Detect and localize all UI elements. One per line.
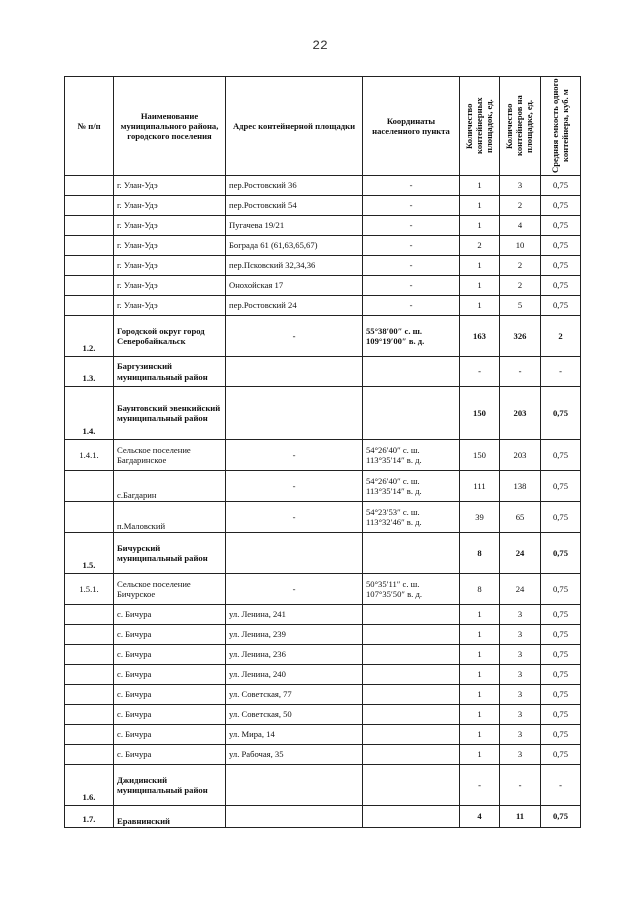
row-sites: 150 (460, 440, 500, 471)
row-num (65, 176, 114, 196)
row-name: с. Бичура (114, 745, 226, 765)
row-containers: 65 (500, 502, 541, 533)
row-address (226, 357, 363, 387)
row-containers: 5 (500, 296, 541, 316)
row-name: с. Бичура (114, 645, 226, 665)
row-capacity: 0,75 (541, 533, 581, 574)
row-sites: 39 (460, 502, 500, 533)
header-capacity: Средняя емкость одного контейнера, куб. м (549, 78, 570, 174)
row-capacity: 0,75 (541, 502, 581, 533)
row-capacity: 0,75 (541, 665, 581, 685)
table-row (65, 440, 581, 471)
table-row (65, 502, 581, 533)
row-num (65, 502, 114, 533)
table-row (65, 765, 581, 806)
header-containers-cell (500, 77, 541, 176)
row-containers: - (500, 357, 541, 387)
row-sites: 1 (460, 216, 500, 236)
row-address: ул. Ленина, 241 (226, 605, 363, 625)
row-sites: 1 (460, 685, 500, 705)
row-sites: 1 (460, 605, 500, 625)
row-containers: 10 (500, 236, 541, 256)
row-address: пер.Ростовский 54 (226, 196, 363, 216)
row-sites: 1 (460, 745, 500, 765)
row-address: Онохойская 17 (226, 276, 363, 296)
row-containers: 24 (500, 574, 541, 605)
row-name: Бичурский муниципальный район (114, 533, 226, 574)
row-containers: 3 (500, 745, 541, 765)
row-address: - (226, 471, 363, 502)
row-num: 1.5. (65, 533, 114, 574)
row-name: п.Маловский (114, 502, 226, 533)
table-row (65, 316, 581, 357)
row-coords: 55°38′00″ с. ш. 109°19′00″ в. д. (363, 316, 460, 357)
row-capacity: 2 (541, 316, 581, 357)
row-address: - (226, 440, 363, 471)
row-sites: 4 (460, 806, 500, 828)
row-capacity: 0,75 (541, 276, 581, 296)
row-sites: 1 (460, 665, 500, 685)
row-name: с. Бичура (114, 605, 226, 625)
row-num (65, 605, 114, 625)
row-capacity: 0,75 (541, 806, 581, 828)
row-sites: 8 (460, 574, 500, 605)
table-row (65, 296, 581, 316)
row-capacity: 0,75 (541, 705, 581, 725)
table-row (65, 745, 581, 765)
row-coords (363, 387, 460, 440)
row-sites: 1 (460, 176, 500, 196)
row-sites: 1 (460, 645, 500, 665)
row-capacity: 0,75 (541, 440, 581, 471)
row-name: Сельское поселение Багдаринское (114, 440, 226, 471)
table-row (65, 725, 581, 745)
row-containers: 138 (500, 471, 541, 502)
row-sites: 1 (460, 296, 500, 316)
row-num (65, 725, 114, 745)
row-sites: 1 (460, 196, 500, 216)
row-num: 1.3. (65, 357, 114, 387)
row-coords (363, 665, 460, 685)
row-address: ул. Ленина, 236 (226, 645, 363, 665)
row-sites: 1 (460, 276, 500, 296)
row-num (65, 276, 114, 296)
row-num: 1.6. (65, 765, 114, 806)
row-coords: - (363, 216, 460, 236)
row-coords: 50°35′11″ с. ш. 107°35′50″ в. д. (363, 574, 460, 605)
row-address: Пугачева 19/21 (226, 216, 363, 236)
row-num (65, 256, 114, 276)
row-capacity: 0,75 (541, 574, 581, 605)
row-sites: 1 (460, 625, 500, 645)
row-coords (363, 765, 460, 806)
row-name: Джидинский муниципальный район (114, 765, 226, 806)
row-containers: 3 (500, 665, 541, 685)
header-sites: Количество контейнерных площадок, ед. (463, 97, 494, 155)
row-sites: 1 (460, 705, 500, 725)
row-containers: 203 (500, 387, 541, 440)
table-row (65, 256, 581, 276)
row-address: - (226, 316, 363, 357)
row-num (65, 471, 114, 502)
row-name: г. Улан-Удэ (114, 216, 226, 236)
row-capacity: 0,75 (541, 471, 581, 502)
row-containers: 11 (500, 806, 541, 828)
row-num (65, 645, 114, 665)
row-name: г. Улан-Удэ (114, 296, 226, 316)
row-address (226, 806, 363, 828)
row-address (226, 533, 363, 574)
row-containers: 3 (500, 605, 541, 625)
row-coords (363, 745, 460, 765)
row-coords (363, 625, 460, 645)
row-address: пер.Ростовский 24 (226, 296, 363, 316)
row-name: г. Улан-Удэ (114, 196, 226, 216)
row-address: пер.Ростовский 36 (226, 176, 363, 196)
header-capacity-cell (541, 77, 581, 176)
row-coords: - (363, 176, 460, 196)
row-name: с. Бичура (114, 705, 226, 725)
row-coords (363, 645, 460, 665)
row-capacity: 0,75 (541, 236, 581, 256)
table-row (65, 705, 581, 725)
table-row (65, 533, 581, 574)
row-capacity: 0,75 (541, 176, 581, 196)
row-num (65, 665, 114, 685)
row-coords: - (363, 196, 460, 216)
table-row (65, 176, 581, 196)
header-name: Наименование муниципального района, городского поселения (114, 77, 226, 176)
row-name: г. Улан-Удэ (114, 236, 226, 256)
header-containers: Количество контейнеров на площадке, ед. (504, 95, 534, 157)
row-containers: 3 (500, 176, 541, 196)
table-header-row (65, 77, 581, 176)
row-name: г. Улан-Удэ (114, 176, 226, 196)
row-sites: 1 (460, 725, 500, 745)
row-address: Бограда 61 (61,63,65,67) (226, 236, 363, 256)
row-num (65, 236, 114, 256)
row-coords (363, 685, 460, 705)
row-coords (363, 357, 460, 387)
row-capacity: 0,75 (541, 625, 581, 645)
row-containers: 3 (500, 685, 541, 705)
row-name: Баргузинский муниципальный район (114, 357, 226, 387)
table-row (65, 625, 581, 645)
row-address: ул. Советская, 50 (226, 705, 363, 725)
row-capacity: 0,75 (541, 725, 581, 745)
row-containers: 3 (500, 625, 541, 645)
row-num (65, 296, 114, 316)
row-coords (363, 533, 460, 574)
row-sites: 163 (460, 316, 500, 357)
row-coords: - (363, 256, 460, 276)
row-num (65, 705, 114, 725)
table-row (65, 574, 581, 605)
row-address: ул. Мира, 14 (226, 725, 363, 745)
row-capacity: 0,75 (541, 685, 581, 705)
row-name: с. Бичура (114, 625, 226, 645)
row-capacity: - (541, 765, 581, 806)
row-containers: 2 (500, 196, 541, 216)
table-row (65, 236, 581, 256)
row-sites: 150 (460, 387, 500, 440)
row-containers: 4 (500, 216, 541, 236)
row-containers: 2 (500, 256, 541, 276)
table-row (65, 665, 581, 685)
row-sites: 111 (460, 471, 500, 502)
row-num (65, 196, 114, 216)
row-address (226, 765, 363, 806)
header-address: Адрес контейнерной площадки (226, 77, 363, 176)
row-address: ул. Ленина, 240 (226, 665, 363, 685)
row-sites: - (460, 765, 500, 806)
row-address: ул. Рабочая, 35 (226, 745, 363, 765)
row-coords: 54°26′40″ с. ш. 113°35′14″ в. д. (363, 440, 460, 471)
row-num: 1.4. (65, 387, 114, 440)
row-coords: 54°26′40″ с. ш. 113°35′14″ в. д. (363, 471, 460, 502)
row-num (65, 685, 114, 705)
row-address: ул. Ленина, 239 (226, 625, 363, 645)
row-num (65, 745, 114, 765)
row-coords: - (363, 276, 460, 296)
row-containers: 3 (500, 645, 541, 665)
row-name: Еравнинский (114, 806, 226, 828)
row-containers: 3 (500, 705, 541, 725)
container-sites-table (64, 76, 581, 828)
row-containers: 2 (500, 276, 541, 296)
row-capacity: 0,75 (541, 216, 581, 236)
row-coords (363, 725, 460, 745)
row-coords: - (363, 236, 460, 256)
row-num (65, 216, 114, 236)
row-num: 1.4.1. (65, 440, 114, 471)
row-coords (363, 705, 460, 725)
row-containers: - (500, 765, 541, 806)
table-row (65, 216, 581, 236)
row-num (65, 625, 114, 645)
row-capacity: 0,75 (541, 387, 581, 440)
row-capacity: - (541, 357, 581, 387)
table-row (65, 685, 581, 705)
row-capacity: 0,75 (541, 645, 581, 665)
page-number: 22 (312, 38, 328, 53)
row-name: с. Бичура (114, 725, 226, 745)
row-name: Городской округ город Северобайкальск (114, 316, 226, 357)
table-row (65, 605, 581, 625)
row-sites: 8 (460, 533, 500, 574)
row-name: Баунтовский эвенкийский муниципальный район (114, 387, 226, 440)
table-row (65, 196, 581, 216)
row-address: пер.Псковский 32,34,36 (226, 256, 363, 276)
row-name: с.Багдарин (114, 471, 226, 502)
row-coords (363, 806, 460, 828)
row-coords: - (363, 296, 460, 316)
table-row (65, 471, 581, 502)
table-row (65, 806, 581, 828)
row-capacity: 0,75 (541, 296, 581, 316)
row-name: с. Бичура (114, 685, 226, 705)
row-address: ул. Советская, 77 (226, 685, 363, 705)
row-containers: 326 (500, 316, 541, 357)
row-num: 1.2. (65, 316, 114, 357)
row-containers: 203 (500, 440, 541, 471)
header-num: № п/п (65, 77, 114, 176)
row-sites: 1 (460, 256, 500, 276)
table-row (65, 645, 581, 665)
row-address: - (226, 574, 363, 605)
row-coords (363, 605, 460, 625)
row-containers: 24 (500, 533, 541, 574)
row-address: - (226, 502, 363, 533)
row-address (226, 387, 363, 440)
row-name: с. Бичура (114, 665, 226, 685)
table-row (65, 357, 581, 387)
row-num: 1.7. (65, 806, 114, 828)
row-sites: 2 (460, 236, 500, 256)
table-row (65, 276, 581, 296)
header-coords: Координаты населенного пункта (363, 77, 460, 176)
header-sites-cell (460, 77, 500, 176)
row-name: Сельское поселение Бичурское (114, 574, 226, 605)
row-name: г. Улан-Удэ (114, 276, 226, 296)
row-capacity: 0,75 (541, 196, 581, 216)
row-name: г. Улан-Удэ (114, 256, 226, 276)
row-containers: 3 (500, 725, 541, 745)
table-row (65, 387, 581, 440)
row-capacity: 0,75 (541, 605, 581, 625)
row-capacity: 0,75 (541, 745, 581, 765)
row-coords: 54°23′53″ с. ш. 113°32′46″ в. д. (363, 502, 460, 533)
row-capacity: 0,75 (541, 256, 581, 276)
row-num: 1.5.1. (65, 574, 114, 605)
row-sites: - (460, 357, 500, 387)
